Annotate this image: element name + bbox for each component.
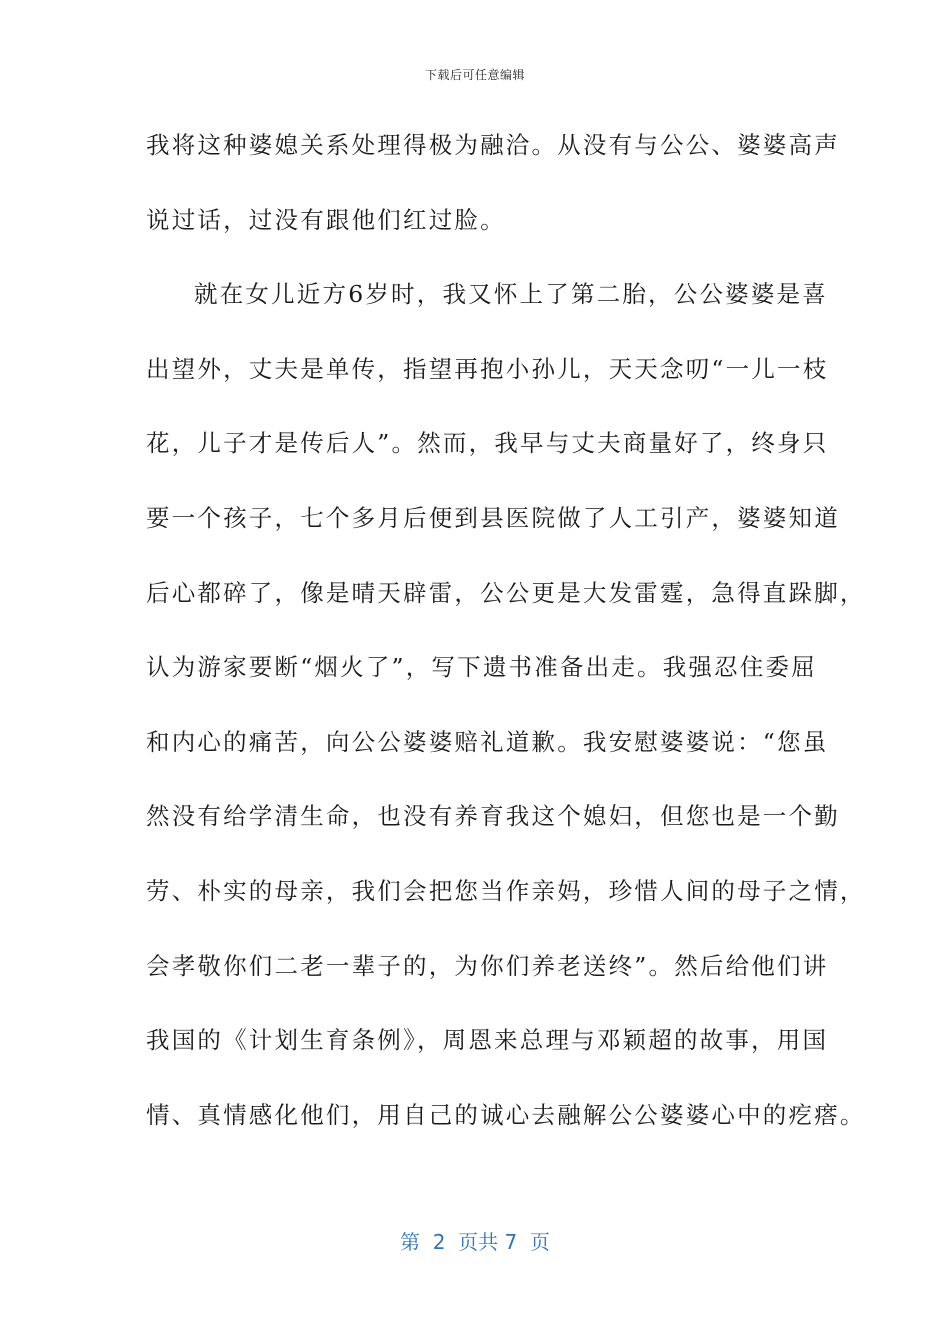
page-header: 下载后可任意编辑: [424, 68, 525, 82]
text-line: 出望外，丈夫是单传，指望再抱小孙儿，天天念叨“一儿一枝: [146, 354, 829, 383]
text-line: 要一个孩子，七个多月后便到县医院做了人工引产，婆婆知道: [146, 503, 840, 532]
text-line: 认为游家要断“烟火了”，写下遗书准备出走。我强忍住委屈: [146, 653, 817, 682]
paragraph-start-line: 就在女儿近方6岁时，我又怀上了第二胎，公公婆婆是喜: [194, 280, 828, 309]
text-line: 和内心的痛苦，向公公婆婆赔礼道歉。我安慰婆婆说：“您虽: [146, 727, 829, 756]
text-line: 然没有给学清生命，也没有养育我这个媳妇，但您也是一个勤: [146, 802, 840, 831]
text-line: 我将这种婆媳关系处理得极为融洽。从没有与公公、婆婆高声: [146, 131, 840, 159]
text-line: 情、真情感化他们，用自己的诚心去融解公公婆婆心中的疙瘩。: [146, 1100, 866, 1129]
body-text: [146, 121, 866, 1165]
page-number-footer: 第 2 页共 7 页: [400, 1230, 550, 1254]
text-line: 说过话，过没有跟他们红过脸。: [146, 205, 506, 234]
text-line: 后心都碎了，像是晴天辟雷，公公更是大发雷霆，急得直跺脚，: [146, 578, 866, 607]
text-line: 我国的《计划生育条例》，周恩来总理与邓颖超的故事，用国: [146, 1026, 829, 1055]
text-line: 花，儿子才是传后人”。然而，我早与丈夫商量好了，终身只: [146, 429, 829, 458]
text-line: 劳、朴实的母亲，我们会把您当作亲妈，珍惜人间的母子之情，: [146, 876, 866, 905]
text-line: 会孝敬你们二老一辈子的，为你们养老送终”。然后给他们讲: [146, 951, 829, 980]
